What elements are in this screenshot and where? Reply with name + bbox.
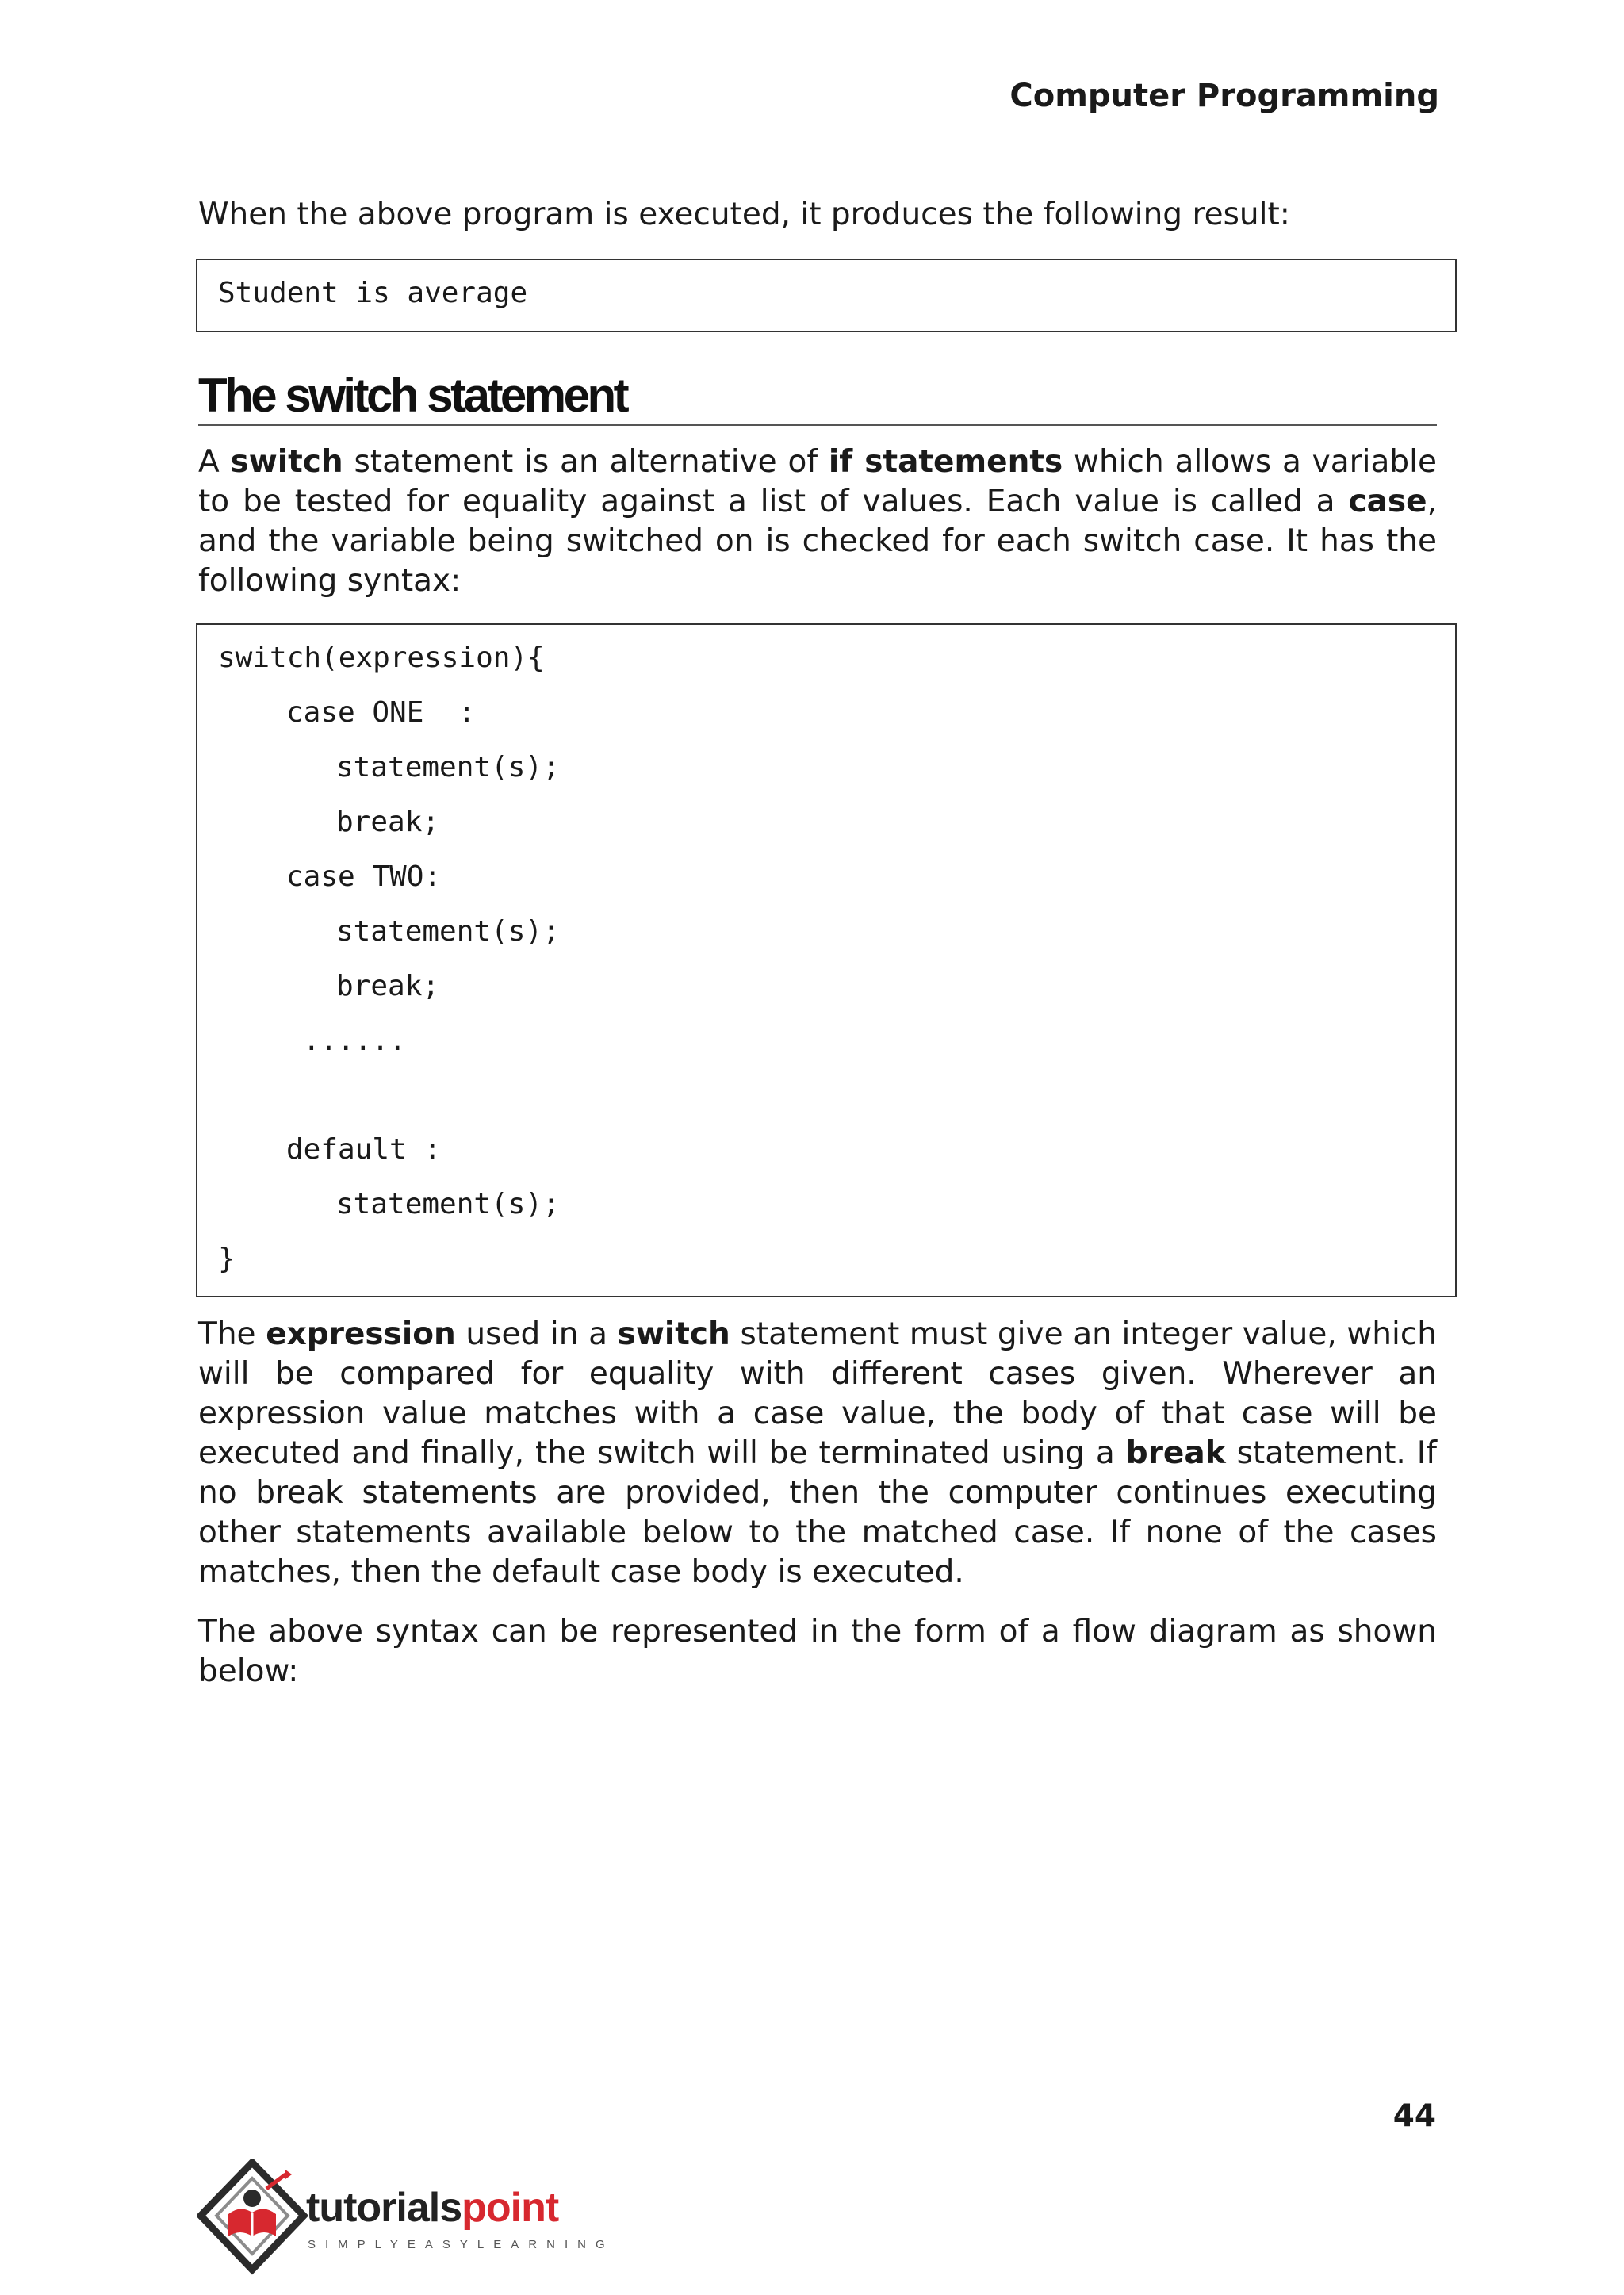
output-line: Student is average bbox=[218, 277, 528, 309]
page-number: 44 bbox=[1392, 2098, 1436, 2134]
switch-description-paragraph: A switch statement is an alternative of if statements which allows a variable to be tested for equality against a list of values. Each value is called a case, and the variable being switched on is checked for each switch case. It has the following syntax: bbox=[198, 444, 1438, 599]
output-code-box bbox=[196, 259, 1457, 332]
code-line: case ONE : bbox=[286, 696, 476, 729]
logo-tagline: SIMPLYEASYLEARNING bbox=[308, 2238, 615, 2251]
code-line: statement(s); bbox=[336, 751, 560, 784]
keyword-switch: switch bbox=[230, 444, 343, 480]
expression-explanation-paragraph: The expression used in a switch statement must give an integer value, which will be compared for equality with different cases given. Wherever an expression value matches with a case value, the body of that case will be executed and finally, the switch will be terminated using a break statement. If no break statements are provided, then the computer continues executing other statements available below to the matched case. If none of the cases matches, then the default case body is executed. bbox=[198, 1316, 1438, 1590]
code-line: break; bbox=[336, 970, 440, 1002]
section-title-rule bbox=[198, 424, 1437, 426]
tutorialspoint-logo bbox=[197, 2159, 615, 2278]
code-line: ...... bbox=[303, 1025, 407, 1057]
code-line: break; bbox=[336, 806, 440, 838]
code-line: case TWO: bbox=[286, 860, 442, 893]
keyword-if-statements: if statements bbox=[828, 444, 1063, 480]
code-line: switch(expression){ bbox=[218, 642, 545, 674]
section-title: The switch statement bbox=[198, 369, 627, 422]
code-line: statement(s); bbox=[336, 915, 560, 948]
code-line: statement(s); bbox=[336, 1188, 560, 1220]
code-line: } bbox=[218, 1243, 236, 1275]
code-line: default : bbox=[286, 1133, 442, 1166]
keyword-switch: switch bbox=[617, 1316, 730, 1352]
running-header: Computer Programming bbox=[1009, 78, 1439, 114]
keyword-expression: expression bbox=[266, 1316, 456, 1352]
keyword-case: case bbox=[1348, 484, 1427, 519]
keyword-break: break bbox=[1125, 1435, 1226, 1471]
intro-text: When the above program is executed, it produces the following result: bbox=[198, 197, 1290, 232]
logo-wordmark: tutorialspoint bbox=[306, 2185, 559, 2231]
flow-diagram-intro-paragraph: The above syntax can be represented in the form of a flow diagram as shown below: bbox=[198, 1614, 1437, 1689]
diamond-book-logo-icon bbox=[197, 2159, 308, 2278]
switch-syntax-code-box bbox=[196, 623, 1457, 1297]
